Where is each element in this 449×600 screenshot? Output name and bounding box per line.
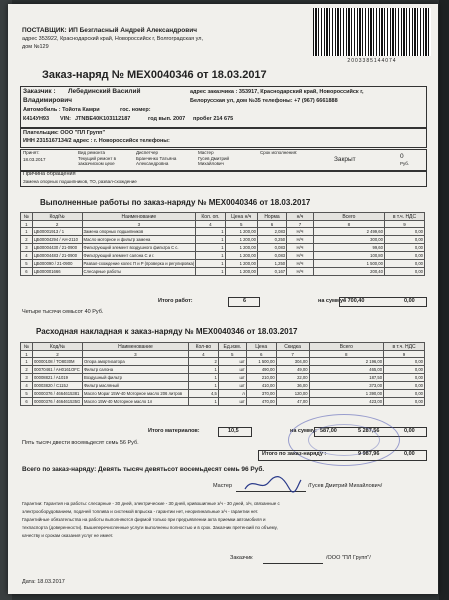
parts-cell: 1 xyxy=(188,382,218,390)
parts-colnum: 7 xyxy=(276,351,309,358)
vehicle-year: год вып. 2007 xyxy=(148,116,186,122)
works-sum: 4 700,40 xyxy=(343,298,365,304)
order-status: Закрыт xyxy=(334,156,356,163)
works-cell: 1 xyxy=(196,260,225,268)
works-cell: 0,00 xyxy=(384,268,424,276)
vin-label: VIN: xyxy=(60,116,71,122)
works-colnum-row xyxy=(21,221,425,228)
works-total-qty: 6 xyxy=(243,298,247,304)
parts-cell: 6 xyxy=(21,398,33,406)
works-cell: 200,40 xyxy=(313,268,384,276)
vehicle-mileage: пробег 214 675 xyxy=(193,116,234,122)
works-cell: H/Ч xyxy=(287,252,314,260)
info-currency: Руб. xyxy=(400,161,410,166)
parts-cell: 1 390,00 xyxy=(309,390,384,398)
works-cell: 1 xyxy=(21,228,33,236)
parts-cell: 0,00 xyxy=(384,382,425,390)
works-cell: 1 xyxy=(196,252,225,260)
parts-cell: 0,00 xyxy=(384,374,425,382)
parts-total-qty: 10,5 xyxy=(228,428,239,434)
parts-colnum: 1 xyxy=(21,351,33,358)
parts-cell: 210,00 xyxy=(246,374,276,382)
parts-cell: 490,00 xyxy=(246,366,276,374)
parts-cell: шт xyxy=(218,366,246,374)
parts-cell: 187,50 xyxy=(309,374,384,382)
works-colnum: 1 xyxy=(21,221,33,228)
works-cell: 99,60 xyxy=(313,244,384,252)
parts-cell: 49,00 xyxy=(276,366,309,374)
works-row xyxy=(21,268,425,276)
works-cell: ЦБ00004430 / 21-0900 xyxy=(32,244,82,252)
parts-header: Кол-во xyxy=(188,343,218,351)
info-amount: 0 xyxy=(400,153,404,160)
works-colnum: 3 xyxy=(82,221,196,228)
parts-cell: 47,00 xyxy=(276,398,309,406)
parts-colnum: 9 xyxy=(384,351,425,358)
parts-cell: 1 xyxy=(188,398,218,406)
parts-cell: 0,00 xyxy=(384,358,425,366)
document-title: Заказ-наряд № MEX0040346 от 18.03.2017 xyxy=(42,69,267,81)
works-header: Код/№ xyxy=(32,213,82,221)
works-cell: 3 xyxy=(21,244,33,252)
accepted-label: Принят: xyxy=(23,150,40,155)
vin-value: JTNBE40K103112187 xyxy=(75,116,131,122)
works-cell: 1 xyxy=(196,244,225,252)
works-header: Цена н/ч xyxy=(225,213,257,221)
parts-header: Скидка xyxy=(276,343,309,351)
document-date: Дата: 18.03.2017 xyxy=(22,579,65,585)
works-cell: ЦБ00004294 / АН-2110 xyxy=(32,236,82,244)
works-cell: 6 xyxy=(21,268,33,276)
parts-cell: 1 xyxy=(21,358,33,366)
grand-in-words: Всего по заказ-наряду: Девять тысяч девятьсот восемьдесят семь 96 Руб. xyxy=(22,466,265,473)
works-cell: 1 xyxy=(196,236,225,244)
works-cell: 0,00 xyxy=(384,260,424,268)
parts-colnum: 8 xyxy=(309,351,384,358)
plate-value: К414УН93 xyxy=(23,116,50,122)
reason-text: Замена опорных подшипников, ТО, развал-схождение xyxy=(23,179,137,184)
customer-label: Заказчик : xyxy=(23,88,56,95)
parts-cell: 1 500,00 xyxy=(246,358,276,366)
customer-name1: Лебединский Василий xyxy=(68,88,141,95)
grand-total-value: 9 987,96 xyxy=(358,451,380,457)
works-cell: ЦБ00004483 / 21-0900 xyxy=(32,252,82,260)
parts-cell: шт xyxy=(218,382,246,390)
works-cell: H/Ч xyxy=(287,244,314,252)
works-colnum: 4 xyxy=(196,221,225,228)
supplier-line1: ПОСТАВЩИК: ИП Безгласный Андрей Александрович xyxy=(22,27,198,34)
parts-cell: 373,00 xyxy=(309,382,384,390)
customer-sign-name: /ООО "ПЛ Групп"/ xyxy=(326,555,371,561)
parts-row xyxy=(21,358,425,366)
guarantee-line5: качеству и срокам оказания услуг не имеет. xyxy=(22,533,114,538)
works-cell: 1 200,00 xyxy=(225,228,257,236)
works-header: Наименование xyxy=(82,213,196,221)
works-row xyxy=(21,260,425,268)
customer-address1: адрес заказчика : 353917, Краснодарский край, Новороссийск г, xyxy=(190,89,364,95)
works-cell: 1 200,00 xyxy=(225,268,257,276)
parts-cell: Воздушный фильтр xyxy=(82,374,188,382)
parts-cell: 1 xyxy=(188,366,218,374)
parts-cell: 00070461 / AH0161OFC xyxy=(32,366,82,374)
dispatcher-value: Бранченко Татьяна Александровна xyxy=(136,156,177,166)
parts-sum-vat: 0,00 xyxy=(404,428,415,434)
works-cell: ЦБ000090 / 21-0900 xyxy=(32,260,82,268)
works-cell: 1 xyxy=(196,268,225,276)
works-header-row xyxy=(21,213,425,221)
customer-sign-label: Заказчик xyxy=(230,555,253,561)
parts-cell: 00008821 / A1019 xyxy=(32,374,82,382)
master-sign-label: Мастер xyxy=(213,483,233,489)
reason-label: Причина обращения xyxy=(23,171,76,177)
works-header: Всего xyxy=(313,213,384,221)
parts-cell: 3 xyxy=(21,374,33,382)
parts-header: Цена xyxy=(246,343,276,351)
works-cell: Масло моторное и фильтр замена xyxy=(82,236,196,244)
parts-cell: 00000108 / ТО8030М xyxy=(32,358,82,366)
parts-cell: 304,00 xyxy=(276,358,309,366)
works-cell: 0,00 xyxy=(384,244,424,252)
parts-cell: 4 xyxy=(21,382,33,390)
works-cell: H/Ч xyxy=(287,228,314,236)
works-cell: 2 xyxy=(21,236,33,244)
works-cell: 100,80 xyxy=(313,252,384,260)
works-title: Выполненные работы по заказ-наряду № MEX0040346 от 18.03.2017 xyxy=(40,198,311,207)
parts-cell: 410,00 xyxy=(246,382,276,390)
works-cell: ЦБ000001666 xyxy=(32,268,82,276)
works-cell: H/Ч xyxy=(287,260,314,268)
plate-label: гос. номер: xyxy=(120,107,151,113)
parts-cell: Фильтр масляный xyxy=(82,382,188,390)
barcode xyxy=(313,8,431,66)
works-cell: 2 499,60 xyxy=(313,228,384,236)
works-cell: ЦБ00001913 / 1 xyxy=(32,228,82,236)
parts-title: Расходная накладная к заказ-наряду № MEX0040346 от 18.03.2017 xyxy=(36,327,298,336)
works-header: н/ч xyxy=(287,213,314,221)
works-colnum: 9 xyxy=(384,221,424,228)
parts-cell: Масло 15W-40 Моторное масло 1л xyxy=(82,398,188,406)
works-cell: 0,00 xyxy=(384,252,424,260)
master-value: Гусев Дмитрий Михайлович xyxy=(198,156,229,166)
parts-header: в т.ч. НДС xyxy=(384,343,425,351)
works-cell: 1,250 xyxy=(257,260,286,268)
customer-name2: Владимирович xyxy=(23,97,73,104)
works-cell: Слесарные работы xyxy=(82,268,196,276)
parts-discount: 587,00 xyxy=(320,428,337,434)
works-header: в т.ч. НДС xyxy=(384,213,424,221)
parts-colnum: 4 xyxy=(188,351,218,358)
parts-row xyxy=(21,382,425,390)
works-colnum: 2 xyxy=(32,221,82,228)
desk-right xyxy=(439,0,449,600)
parts-colnum: 6 xyxy=(246,351,276,358)
parts-cell: шт xyxy=(218,358,246,366)
parts-header: Код/№ xyxy=(32,343,82,351)
supplier-line2: адрес 353922, Краснодарский край, Новороссийск г, Волгоградская ул, xyxy=(22,36,204,42)
works-colnum: 5 xyxy=(225,221,257,228)
supplier-line3: дом №129 xyxy=(22,44,49,50)
parts-cell: л xyxy=(218,390,246,398)
parts-cell: 470,00 xyxy=(246,398,276,406)
parts-cell: 22,00 xyxy=(276,374,309,382)
works-header: № xyxy=(21,213,33,221)
repair-type-label: Вид ремонта xyxy=(78,150,105,155)
works-cell: 2,083 xyxy=(257,228,286,236)
parts-cell: 4,5 xyxy=(188,390,218,398)
works-cell: 0,250 xyxy=(257,236,286,244)
guarantee-line4: техпаспорта (доверенности). Вышеперечисленные услуги выполнены полностью и в срок. Заказчик претензий по объему, xyxy=(22,525,278,530)
works-cell: 0,083 xyxy=(257,252,286,260)
works-header: Норма xyxy=(257,213,286,221)
works-cell: 1 200,00 xyxy=(225,236,257,244)
parts-header: Наименование xyxy=(82,343,188,351)
parts-cell: 5 xyxy=(21,390,33,398)
parts-cell: 0,00 xyxy=(384,398,425,406)
parts-in-words: Пять тысяч двести восемьдесят семь 56 Руб. xyxy=(22,440,139,446)
parts-cell: 120,00 xyxy=(276,390,309,398)
works-in-words: Четыре тысячи семьсот 40 Руб. xyxy=(22,309,104,315)
works-cell: 0,167 xyxy=(257,268,286,276)
parts-colnum-row xyxy=(21,351,425,358)
parts-cell: Масло Mopar 15W-40 Моторное масло 206 литров xyxy=(82,390,188,398)
works-table xyxy=(20,212,425,276)
parts-cell: 2 196,00 xyxy=(309,358,384,366)
works-cell: 0,083 xyxy=(257,244,286,252)
parts-cell: 00000376 / 4664615381 xyxy=(32,390,82,398)
works-cell: 1 200,00 xyxy=(225,244,257,252)
works-colnum: 8 xyxy=(313,221,384,228)
works-header: Кол. оп. xyxy=(196,213,225,221)
works-cell: 1 500,00 xyxy=(313,260,384,268)
works-cell: Развал-схождение колес П и Р (проверка и регулировка) xyxy=(83,261,195,266)
parts-sum: 5 287,56 xyxy=(358,428,380,434)
parts-cell: шт xyxy=(218,374,246,382)
works-row xyxy=(21,252,425,260)
parts-cell: 370,00 xyxy=(246,390,276,398)
parts-cell: 423,00 xyxy=(309,398,384,406)
parts-total-label: Итого материалов: xyxy=(148,428,200,434)
parts-colnum: 3 xyxy=(82,351,188,358)
repair-type-value: Текущий ремонт в заказчиском цехе xyxy=(78,156,117,166)
customer-address2: Белорусская ул, дом №35 телефоны: +7 (967) 6661888 xyxy=(190,98,338,104)
works-cell: 1 200,00 xyxy=(225,260,257,268)
barcode-bars xyxy=(313,8,431,56)
payer-inn: ИНН 2315167134/2 адрес : г. Новороссийск телефоны: xyxy=(23,138,170,144)
works-total-label: Итого работ: xyxy=(158,298,193,304)
works-cell: 0,00 xyxy=(384,228,424,236)
works-cell: Замена опорных подшипников xyxy=(82,228,196,236)
works-cell: 4 xyxy=(21,252,33,260)
vehicle-label: Автомобиль : Тойота Камри xyxy=(23,107,100,113)
parts-header-row xyxy=(21,343,425,351)
parts-row xyxy=(21,398,425,406)
parts-colnum: 5 xyxy=(218,351,246,358)
parts-table xyxy=(20,342,425,406)
master-signature xyxy=(243,474,303,494)
works-colnum: 6 xyxy=(257,221,286,228)
works-cell: 1 xyxy=(196,228,225,236)
parts-cell: 0,00 xyxy=(384,366,425,374)
parts-cell: 2 xyxy=(21,366,33,374)
parts-colnum: 2 xyxy=(32,351,82,358)
parts-cell: 2 xyxy=(188,358,218,366)
master-sign-name: /Гусев Дмитрий Михайлович/ xyxy=(308,483,383,489)
parts-cell: 00003820 / C115J xyxy=(32,382,82,390)
grand-total-label: Итого по заказ-наряду : xyxy=(262,451,327,457)
barcode-number: 2003385144074 xyxy=(347,58,397,64)
works-cell: 0,00 xyxy=(384,236,424,244)
parts-cell: 0,00 xyxy=(384,390,425,398)
works-cell: H/Ч xyxy=(287,268,314,276)
works-cell: 5 xyxy=(21,260,33,268)
guarantee-line1: Гарантии: Гарантия на работы: слесарные - 30 дней, электрические - 30 дней, кривошипные з/ч - 30 дней, з/ч, связанные с xyxy=(22,501,280,506)
deadline-label: Срок исполнения: xyxy=(260,150,298,155)
grand-total-vat: 0,00 xyxy=(404,451,415,457)
works-cell: 300,00 xyxy=(313,236,384,244)
guarantee-line3: Гарантийные обязательства на работы выполняются фирмой только при предъявлении акта приемки автомобиля и xyxy=(22,517,266,522)
parts-cell: 1 xyxy=(188,374,218,382)
parts-row xyxy=(21,374,425,382)
work-order-document xyxy=(8,4,438,594)
parts-cell: Фильтр салона xyxy=(82,366,188,374)
works-sum-vat: 0,00 xyxy=(404,298,415,304)
works-row xyxy=(21,244,425,252)
works-row xyxy=(21,236,425,244)
accepted-value: 18.03.2017 xyxy=(23,157,46,162)
parts-row xyxy=(21,390,425,398)
dispatcher-label: Диспетчер xyxy=(136,150,159,155)
parts-row xyxy=(21,366,425,374)
works-sum-label: на сумму: xyxy=(318,298,345,304)
parts-sum-label: на сумму: xyxy=(290,428,317,434)
payer-label: Плательщик: ООО "ПЛ Групп" xyxy=(23,130,106,136)
parts-cell: шт xyxy=(218,398,246,406)
parts-cell: 465,00 xyxy=(309,366,384,374)
works-cell: H/Ч xyxy=(287,236,314,244)
works-colnum: 7 xyxy=(287,221,314,228)
works-cell: Фильтрующий элемент салона С и г. xyxy=(82,252,196,260)
works-row xyxy=(21,228,425,236)
parts-header: № xyxy=(21,343,33,351)
parts-header: Ед.изм. xyxy=(218,343,246,351)
customer-sign-line xyxy=(263,563,323,564)
guarantee-line2: электрооборудованием, подачей топлива и системой впрыска - гарантии нет, неоригинальные з/ч - гарантии нет. xyxy=(22,509,259,514)
master-label: Мастер xyxy=(198,150,214,155)
parts-cell: 36,00 xyxy=(276,382,309,390)
works-cell: Фильтрующий элемент воздушного фильтра С с. xyxy=(82,244,196,252)
parts-cell: 00000376 / 466461535G xyxy=(32,398,82,406)
parts-header: Всего xyxy=(309,343,384,351)
parts-cell: Опора амортизатора xyxy=(82,358,188,366)
works-cell: 1 200,00 xyxy=(225,252,257,260)
